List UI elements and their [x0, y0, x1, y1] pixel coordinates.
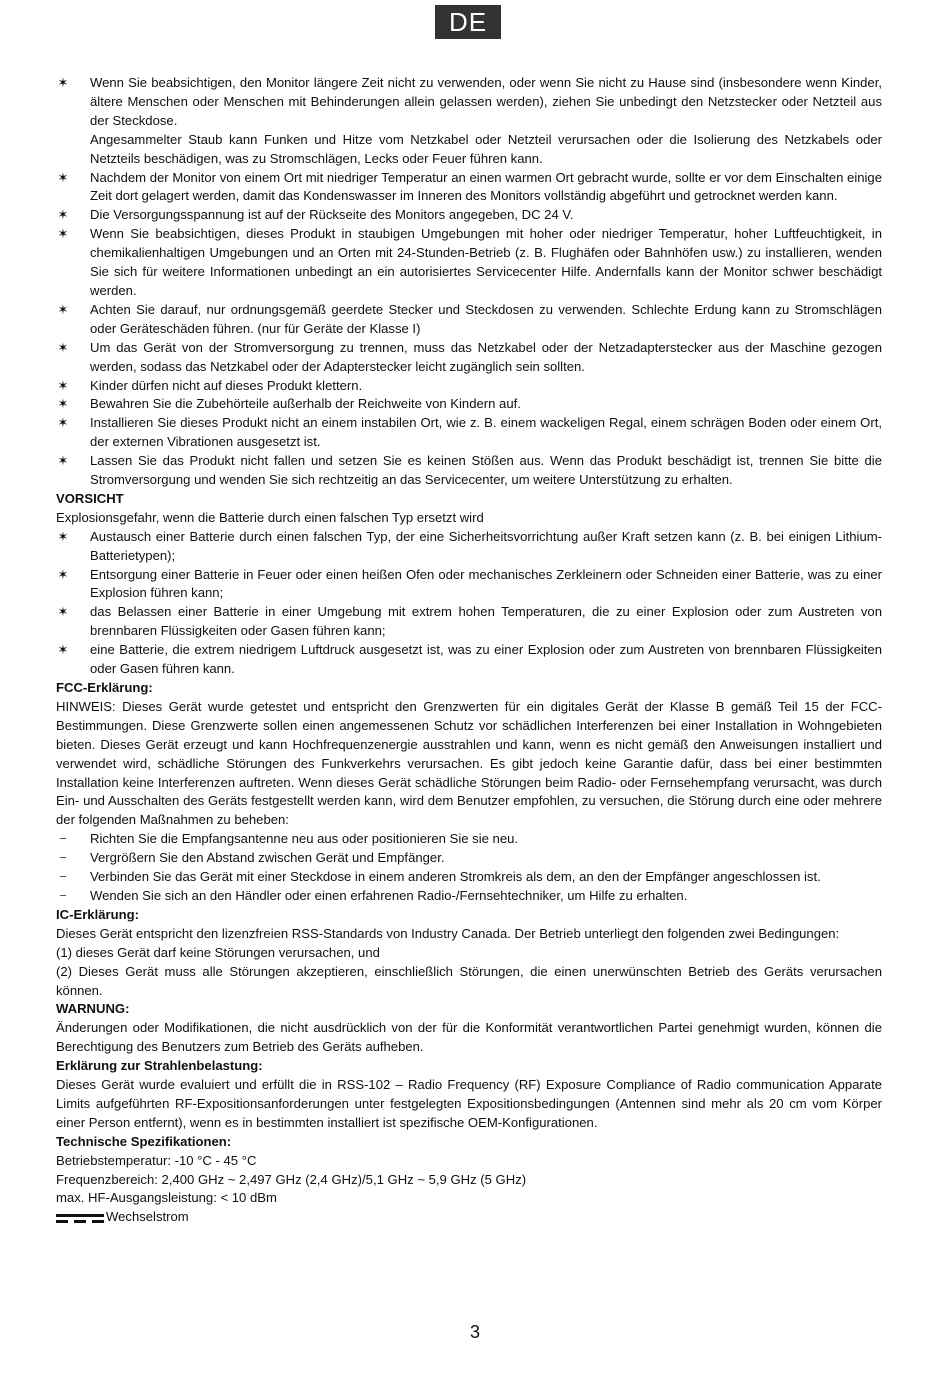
- language-badge: DE: [435, 5, 501, 39]
- safety-item: [56, 452, 882, 490]
- caution-item: [56, 641, 882, 679]
- specs-heading: Technische Spezifikationen:: [56, 1133, 232, 1149]
- fcc-measure: [56, 849, 882, 868]
- fcc-body: HINWEIS: Dieses Gerät wurde getestet und entspricht den Grenzwerten für ein digitales Gerät der Klasse B gemäß Teil 15 der FCC-Bestimmungen. Diese Grenzwerte sollen einen angemessenen Schutz vor schädlichen Interferenzen bei einer Installation in Wohngebieten bieten. Dieses Gerät erzeugt und kann Hochfrequenzenergie ausstrahlen und kann, wenn es nicht gemäß den Anweisungen installiert und verwendet wird, schädliche Störungen des Funkverkehrs verursachen. Es gibt jedoch keine Garantie dafür, dass bei einer bestimmten Installation keine Interferenzen auftreten. Wenn dieses Gerät schädliche Störungen beim Radio- oder Fernsehempfang verursacht, was durch Ein- und Ausschalten des Geräts festgestellt werden kann, wird dem Benutzer empfohlen, zu versuchen, die Störung durch eine oder mehrere der folgenden Maßnahmen zu beheben:: [56, 698, 882, 828]
- safety-item-text: Kinder dürfen nicht auf dieses Produkt klettern.: [90, 377, 363, 393]
- safety-item: [56, 414, 882, 452]
- fcc-measure: [56, 868, 882, 887]
- caution-item-text: eine Batterie, die extrem niedrigem Luftdruck ausgesetzt ist, was zu einer Explosion oder zum Austreten von brennbaren Flüssigkeiten oder Gasen führen kann.: [90, 642, 882, 677]
- safety-item-text: Lassen Sie das Produkt nicht fallen und setzen Sie es keinen Stößen aus. Wenn das Produkt beschädigt ist, trennen Sie bitte die Stromversorgung und wenden Sie sich rechtzeitig an das Servicecenter, um weitere Unterstützung zu erhalten.: [90, 453, 882, 488]
- caution-item: [56, 603, 882, 641]
- bullet-icon: ✶: [57, 566, 69, 582]
- dash-icon: −: [59, 831, 67, 847]
- bullet-icon: ✶: [57, 339, 69, 355]
- spec-current-label: Wechselstrom: [106, 1209, 189, 1225]
- safety-item-continuation: Angesammelter Staub kann Funken und Hitze vom Netzkabel oder Netzteil verursachen oder die Isolierung des Netzkabels oder Netzteils beschädigen, was zu Stromschlägen, Lecks oder Feuer führen kann.: [90, 131, 882, 166]
- spec-current-type: [56, 1208, 882, 1227]
- warning-heading: WARNUNG:: [56, 1001, 130, 1017]
- ic-heading: IC-Erklärung:: [56, 906, 139, 922]
- bullet-icon: ✶: [57, 226, 69, 242]
- safety-item: [56, 206, 882, 225]
- bullet-icon: ✶: [57, 642, 69, 658]
- caution-item: [56, 566, 882, 604]
- fcc-measure-text: Wenden Sie sich an den Händler oder einen erfahrenen Radio-/Fernsehtechniker, um Hilfe zu erhalten.: [90, 887, 688, 903]
- page-number: 3: [469, 1322, 480, 1342]
- safety-item: [56, 74, 882, 169]
- fcc-measure-text: Richten Sie die Empfangsantenne neu aus oder positionieren Sie sie neu.: [90, 831, 519, 847]
- safety-item: [56, 395, 882, 414]
- radiation-heading: Erklärung zur Strahlenbelastung:: [56, 1058, 263, 1074]
- dash-icon: −: [59, 887, 67, 903]
- bullet-icon: ✶: [57, 453, 69, 469]
- fcc-measure: [56, 830, 882, 849]
- bullet-icon: ✶: [57, 207, 69, 223]
- safety-item: [56, 377, 882, 396]
- ic-condition-1: (1) dieses Gerät darf keine Störungen verursachen, und: [56, 944, 380, 960]
- bullet-icon: ✶: [57, 604, 69, 620]
- safety-item: [56, 169, 882, 207]
- bullet-icon: ✶: [57, 169, 69, 185]
- safety-item: [56, 339, 882, 377]
- bullet-icon: ✶: [57, 396, 69, 412]
- caution-heading: VORSICHT: [56, 490, 124, 506]
- safety-item: [56, 301, 882, 339]
- warning-body: Änderungen oder Modifikationen, die nicht ausdrücklich von der für die Konformität verantwortlichen Partei genehmigt wurden, können die Berechtigung des Benutzers zum Betrieb des Geräts aufheben.: [56, 1020, 882, 1055]
- bullet-icon: ✶: [57, 415, 69, 431]
- document-body: [56, 74, 882, 1227]
- caution-item-text: Austausch einer Batterie durch einen falschen Typ, der eine Sicherheitsvorrichtung außer Kraft setzen kann (z. B. bei einigen Lithium-Batterietypen);: [90, 528, 882, 563]
- spec-frequency-range: Frequenzbereich: 2,400 GHz ~ 2,497 GHz (2,4 GHz)/5,1 GHz ~ 5,9 GHz (5 GHz): [56, 1171, 527, 1187]
- caution-item-text: das Belassen einer Batterie in einer Umgebung mit extrem hohen Temperaturen, die zu einer Explosion oder zum Austreten von brennbaren Flüssigkeiten oder Gasen führen kann;: [90, 604, 882, 639]
- spec-max-output: max. HF-Ausgangsleistung: < 10 dBm: [56, 1190, 277, 1206]
- safety-item-text: Installieren Sie dieses Produkt nicht an einem instabilen Ort, wie z. B. einem wackeligen Regal, einem schrägen Boden oder einem Ort, der externen Vibrationen ausgesetzt ist.: [90, 415, 882, 450]
- bullet-icon: ✶: [57, 301, 69, 317]
- caution-item: [56, 528, 882, 566]
- bullet-icon: ✶: [57, 75, 69, 90]
- fcc-heading: FCC-Erklärung:: [56, 680, 153, 695]
- direct-current-symbol-icon: [56, 1211, 104, 1225]
- safety-item-text: Achten Sie darauf, nur ordnungsgemäß geerdete Stecker und Steckdosen zu verwenden. Schlechte Erdung kann zu Stromschlägen oder Geräteschäden führen. (nur für Geräte der Klasse I): [90, 301, 882, 336]
- safety-item-text: Wenn Sie beabsichtigen, dieses Produkt in staubigen Umgebungen mit hoher oder niedriger Temperatur, hoher Luftfeuchtigkeit, in chemikalienhaltigen Umgebungen und an Orten mit 24-Stunden-Betrieb (z. B. Flughäfen oder Bahnhöfen usw.) zu installieren, wenden Sie sich für weitere Informationen unbedingt an ein autorisiertes Servicecenter Hilfe. Andernfalls kann der Monitor schwer beschädigt werden.: [90, 226, 882, 298]
- safety-item: [56, 225, 882, 301]
- dash-icon: −: [59, 869, 67, 885]
- caution-intro: Explosionsgefahr, wenn die Batterie durch einen falschen Typ ersetzt wird: [56, 509, 484, 525]
- ic-body: Dieses Gerät entspricht den lizenzfreien RSS-Standards von Industry Canada. Der Betrieb unterliegt den folgenden zwei Bedingungen:: [56, 925, 840, 941]
- safety-item-text: Wenn Sie beabsichtigen, den Monitor längere Zeit nicht zu verwenden, oder wenn Sie nicht zu Hause sind (insbesondere wenn Kinder, ältere Menschen oder Menschen mit Behinderungen allein gelassen werden), ziehen Sie unbedingt den Netzstecker oder Netzteil aus der Steckdose.: [90, 75, 882, 128]
- fcc-measure: [56, 887, 882, 906]
- safety-item-text: Bewahren Sie die Zubehörteile außerhalb der Reichweite von Kindern auf.: [90, 396, 521, 412]
- fcc-measure-text: Verbinden Sie das Gerät mit einer Steckdose in einem anderen Stromkreis als dem, an den der Empfänger angeschlossen ist.: [90, 869, 821, 885]
- ic-condition-2: (2) Dieses Gerät muss alle Störungen akzeptieren, einschließlich Störungen, die einen unerwünschten Betrieb des Geräts verursachen können.: [56, 963, 882, 998]
- radiation-body: Dieses Gerät wurde evaluiert und erfüllt die in RSS-102 – Radio Frequency (RF) Exposure Compliance of Radio communication Apparate Limits aufgeführten RF-Expositionsanforderungen unter festgelegten Expositionsbedingungen (Antennen sind mehr als 20 cm vom Körper einer Person entfernt), wenn es in bestimmten installiert ist spezifische OEM-Konfigurationen.: [56, 1077, 882, 1130]
- bullet-icon: ✶: [57, 377, 69, 393]
- safety-item-text: Nachdem der Monitor von einem Ort mit niedriger Temperatur an einen warmen Ort gebracht wurde, sollte er vor dem Einschalten einige Zeit dort gelagert werden, damit das Kondenswasser im Inneren des Monitors vollständig abgeführt und getrocknet werden kann.: [90, 169, 882, 204]
- safety-item-text: Um das Gerät von der Stromversorgung zu trennen, muss das Netzkabel oder der Netzadapterstecker aus der Maschine gezogen werden, sodass das Netzkabel oder der Adapterstecker leicht zugänglich sein sollten.: [90, 339, 882, 374]
- caution-item-text: Entsorgung einer Batterie in Feuer oder einen heißen Ofen oder mechanisches Zerkleinern oder Schneiden einer Batterie, was zu einer Explosion führen kann;: [90, 566, 882, 601]
- bullet-icon: ✶: [57, 528, 69, 544]
- dash-icon: −: [59, 850, 67, 866]
- spec-operating-temperature: Betriebstemperatur: -10 °C - 45 °C: [56, 1152, 257, 1168]
- fcc-measure-text: Vergrößern Sie den Abstand zwischen Gerät und Empfänger.: [90, 850, 445, 866]
- safety-item-text: Die Versorgungsspannung ist auf der Rückseite des Monitors angegeben, DC 24 V.: [90, 207, 574, 223]
